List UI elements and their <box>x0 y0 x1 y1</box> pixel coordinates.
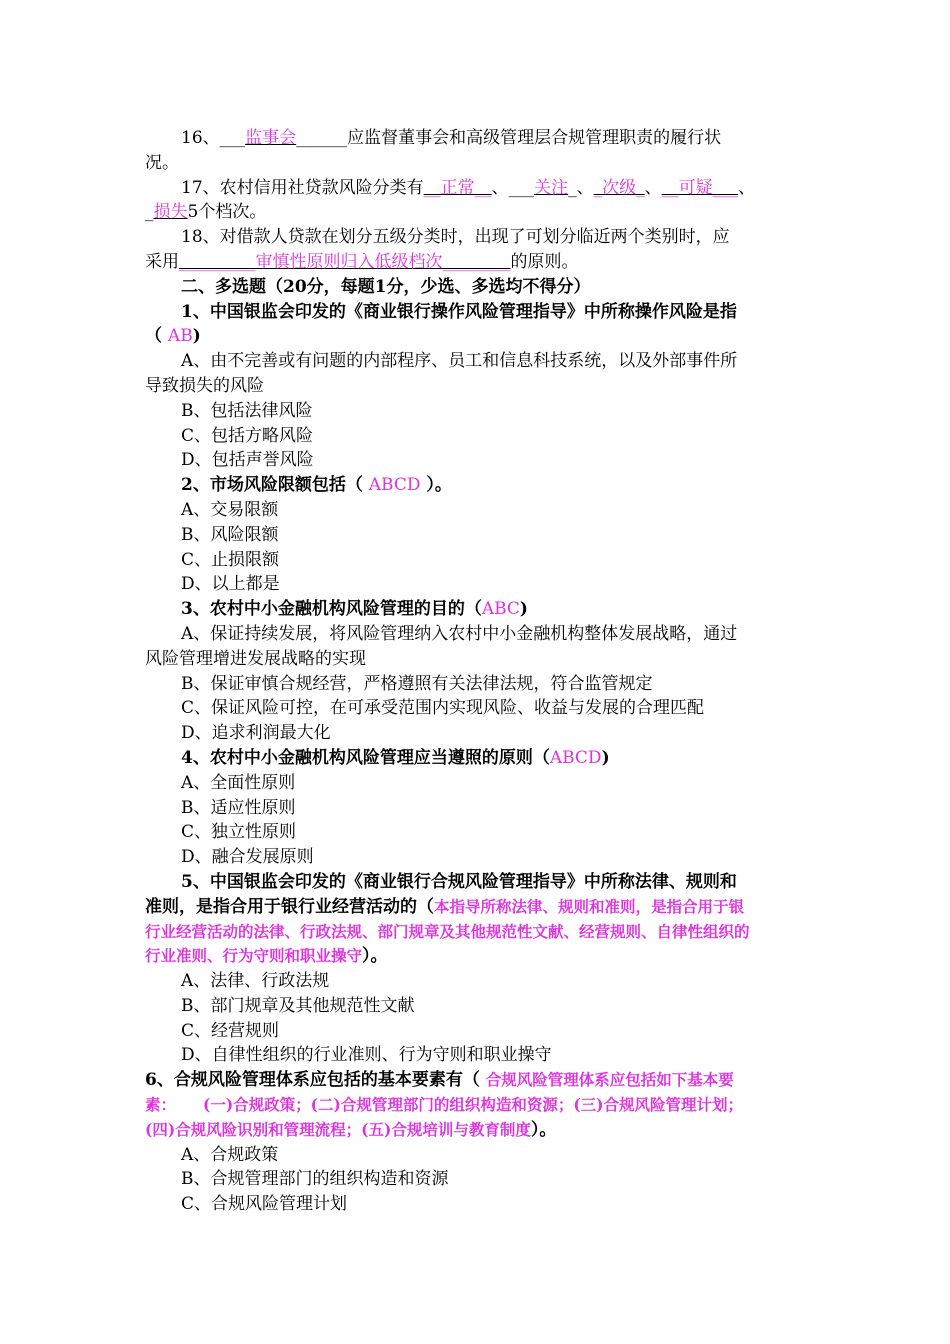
q17-sep: 、 <box>738 177 756 198</box>
mc-q5-stem-2 <box>145 895 810 920</box>
mc-q6-answer: 合规风险管理体系应包括如下基本要 <box>485 1070 734 1090</box>
q17-tail: 5个档次。 <box>187 202 267 223</box>
q17-sep: 、 <box>644 177 662 198</box>
mc-q4-answer: ABCD <box>549 747 602 768</box>
q18-text: 18、对借款人贷款在划分五级分类时，出现了可划分临近两个类别时，应 <box>181 227 730 248</box>
mc-q4-stem-text: 4、农村中小金融机构风险管理应当遵照的原则（ <box>181 747 550 768</box>
mc-q2-stem-text: 2、市场风险限额包括（ <box>181 475 369 496</box>
q16-blank-post: ______ <box>296 128 348 148</box>
mc-q2-stem <box>145 473 810 498</box>
mc-q6-option: C、合规风险管理计划 <box>181 1194 348 1215</box>
mc-q4-option: C、独立性原则 <box>181 822 297 843</box>
mc-q2-option: C、止损限额 <box>181 549 280 570</box>
mc-q5-option: A、法律、行政法规 <box>181 971 330 992</box>
mc-q2-option: D、以上都是 <box>181 574 280 595</box>
mc-q6-close: ）。 <box>530 1119 557 1140</box>
question-18-line-2 <box>145 250 810 275</box>
q16-text-end: 况。 <box>145 152 179 173</box>
mc-q5-answer: 行业经营活动的法律、行政法规、部门规章及其他规范性文献、经营规则、自律性组织的 <box>145 921 750 941</box>
mc-q3-option: C、保证风险可控，在可承受范围内实现风险、收益与发展的合理匹配 <box>181 698 705 719</box>
mc-q6-answer-line-3 <box>145 1118 810 1143</box>
question-16-line-1 <box>145 126 810 151</box>
mc-q4-option: B、适应性原则 <box>181 797 296 818</box>
q16-text: 应监督董事会和高级管理层合规管理职责的履行状 <box>347 128 722 148</box>
mc-q5-answer: 行业准则、行为守则和职业操守 <box>145 946 363 966</box>
mc-q3-option: 风险管理增进发展战略的实现 <box>145 648 366 669</box>
mc-q6-answer: (四)合规风险识别和管理流程；(五)合规培训与教育制度 <box>145 1119 531 1139</box>
mc-q3-option: D、追求利润最大化 <box>181 723 331 744</box>
mc-q4-close: ) <box>601 747 610 768</box>
mc-q5-option: D、自律性组织的行业准则、行为守则和职业操守 <box>181 1045 552 1066</box>
mc-q4-stem <box>145 746 810 771</box>
mc-q3-stem-text: 3、农村中小金融机构风险管理的目的（ <box>181 599 482 620</box>
mc-q3-option: A、保证持续发展，将风险管理纳入农村中小金融机构整体发展战略，通过 <box>181 623 738 644</box>
mc-q1-answer: AB <box>167 326 193 347</box>
q18-text-pre: 采用 <box>145 251 179 272</box>
mc-q5-stem-text: 准则，是指合用于银行业经营活动的（ <box>145 896 434 917</box>
q18-answer: _________审慎性原则归入低级档次________ <box>179 251 511 272</box>
mc-q5-option: C、经营规则 <box>181 1020 280 1041</box>
q16-number: 16、 <box>181 128 220 148</box>
mc-q4-option: D、融合发展原则 <box>181 847 314 868</box>
q17-answer-substandard: _次级_ <box>593 177 645 198</box>
section-title: 二、多选题（20分，每题1分，少选、多选均不得分） <box>181 276 591 297</box>
mc-q1-option: A、由不完善或有问题的内部程序、员工和信息科技系统，以及外部事件所 <box>181 351 738 372</box>
mc-q5-answer-line-2 <box>145 920 810 945</box>
mc-q2-close: ）。 <box>420 475 452 496</box>
mc-q5-stem: 5、中国银监会印发的《商业银行合规风险管理指导》中所称法律、规则和 <box>181 871 737 892</box>
q17-answer-attention: 关注 <box>534 177 569 198</box>
question-17-line-1 <box>145 176 810 201</box>
q16-answer: 监事会 <box>245 128 297 148</box>
q17-sep: 、 <box>491 177 509 198</box>
mc-q6-stem <box>145 1068 810 1093</box>
mc-q6-option: B、合规管理部门的组织构造和资源 <box>181 1169 449 1190</box>
question-18-line-1 <box>145 225 810 250</box>
q17-answer-normal: __正常__ <box>423 177 492 198</box>
mc-q1-option: B、包括法律风险 <box>181 400 313 421</box>
document-content <box>145 126 810 1217</box>
mc-q1-option: 导致损失的风险 <box>145 375 264 396</box>
mc-q5-answer-line-3 <box>145 944 810 969</box>
q17-intro: 17、农村信用社贷款风险分类有 <box>181 177 424 198</box>
mc-q6-answer: 素： (一)合规政策；(二)合规管理部门的组织构造和资源；(三)合规风险管理计划； <box>145 1095 743 1115</box>
mc-q1-option: D、包括声誉风险 <box>181 450 314 471</box>
mc-q1-option: C、包括方略风险 <box>181 425 314 446</box>
q17-blank: ___ <box>508 177 535 198</box>
mc-q4-option: A、全面性原则 <box>181 772 296 793</box>
q17-blank: _ <box>145 202 154 223</box>
mc-q2-answer: ABCD <box>368 475 421 496</box>
mc-q5-close: ）。 <box>362 946 388 967</box>
mc-q5-option: B、部门规章及其他规范性文献 <box>181 995 415 1016</box>
q17-blank: _ <box>568 177 577 198</box>
question-16-line-2 <box>145 151 810 176</box>
q18-text-post: 的原则。 <box>510 251 579 272</box>
q17-answer-doubtful: __可疑___ <box>661 177 739 198</box>
mc-q3-close: ) <box>519 599 528 620</box>
q17-answer-loss: 损失 <box>153 202 188 223</box>
mc-q2-option: B、风险限额 <box>181 524 279 545</box>
mc-q2-option: A、交易限额 <box>181 499 279 520</box>
q16-blank-pre: ___ <box>219 128 246 148</box>
mc-q6-answer-line-2 <box>145 1093 810 1118</box>
mc-q1-stem: 1、中国银监会印发的《商业银行操作风险管理指导》中所称操作风险是指 <box>181 301 737 322</box>
mc-q3-answer: ABC <box>481 599 520 620</box>
mc-q1-paren: ) <box>192 326 201 347</box>
mc-q6-stem-text: 6、合规风险管理体系应包括的基本要素有（ <box>145 1070 486 1091</box>
mc-q5-answer: 本指导所称法律、规则和准则，是指合用于银 <box>434 896 745 916</box>
mc-q3-stem <box>145 597 810 622</box>
mc-q1-paren: （ <box>145 326 168 347</box>
question-17-line-2 <box>145 200 810 225</box>
mc-q1-answer-line <box>145 324 810 349</box>
mc-q6-option: A、合规政策 <box>181 1144 279 1165</box>
q17-sep: 、 <box>576 177 594 198</box>
mc-q3-option: B、保证审慎合规经营，严格遵照有关法律法规，符合监管规定 <box>181 673 653 694</box>
